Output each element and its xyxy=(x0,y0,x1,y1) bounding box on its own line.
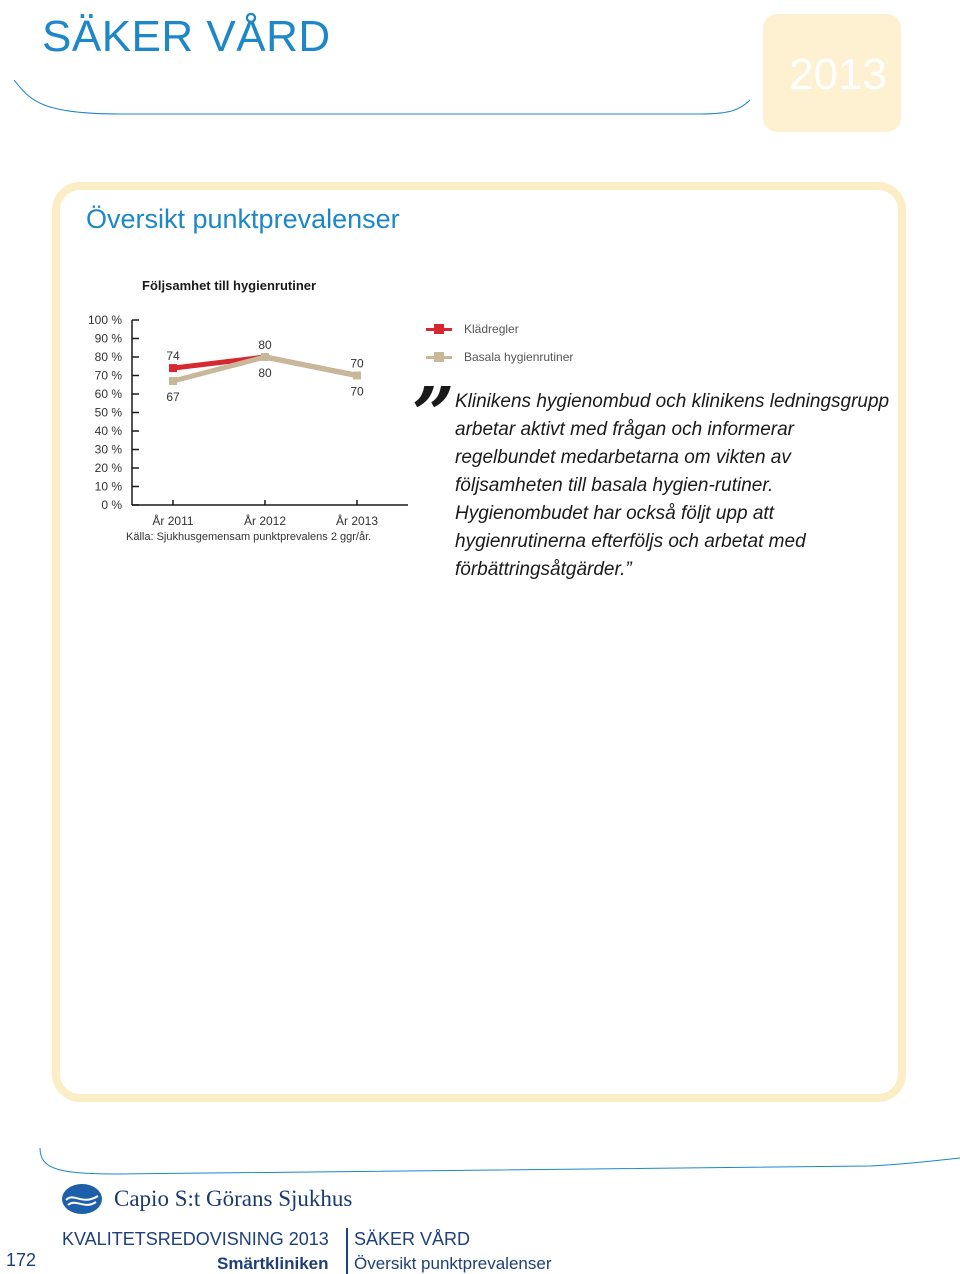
legend-label-kladregler: Klädregler xyxy=(464,322,519,336)
legend-item-kladregler xyxy=(426,322,519,336)
data-point xyxy=(169,377,177,385)
line-chart xyxy=(70,300,430,560)
y-tick-label: 30 % xyxy=(94,442,122,457)
page-number: 172 xyxy=(6,1250,37,1270)
data-label: 74 xyxy=(166,349,180,364)
x-tick-label: År 2013 xyxy=(335,514,379,528)
y-tick-label: 0 % xyxy=(101,498,122,512)
chart-source: Källa: Sjukhusgemensam punktprevalens 2 ggr/år. xyxy=(126,531,372,543)
decorative-curve-top xyxy=(0,60,960,140)
legend-swatch-basala xyxy=(426,351,452,363)
legend-label-basala: Basala hygienrutiner xyxy=(464,350,574,364)
section-title: Översikt punktprevalenser xyxy=(86,204,400,234)
footer-divider xyxy=(346,1228,348,1274)
y-tick-label: 50 % xyxy=(94,405,122,420)
quote-text: Klinikens hygienombud och klinikens ledningsgrupp arbetar aktivt med frågan och informerar regelbundet medarbetarna om vikten av följsamheten till basala hygien-rutiner. Hygienombudet har också följt upp att hygienrutinerna efterföljs och arbetat med förbättringsåtgärder.” xyxy=(455,391,890,580)
data-label: 70 xyxy=(350,384,364,399)
x-axis xyxy=(132,500,408,528)
x-tick-label: År 2012 xyxy=(243,514,287,528)
footer-section: SÄKER VÅRD xyxy=(354,1229,471,1249)
y-tick-label: 100 % xyxy=(87,313,122,327)
y-tick-label: 10 % xyxy=(94,479,122,494)
logo-text: Capio S:t Görans Sjukhus xyxy=(114,1186,353,1211)
year-label: 2013 xyxy=(789,50,887,99)
y-tick-label: 90 % xyxy=(94,331,122,346)
legend-swatch-kladregler xyxy=(426,323,452,335)
y-axis xyxy=(88,313,139,512)
footer-document-title: KVALITETSREDOVISNING 2013 xyxy=(62,1229,329,1249)
data-point xyxy=(169,364,177,372)
hands-globe-icon xyxy=(60,1182,104,1216)
legend-item-basala xyxy=(426,350,573,364)
y-tick-label: 20 % xyxy=(94,461,122,475)
quote-mark-icon: ” xyxy=(412,372,449,458)
y-tick-label: 80 % xyxy=(94,350,122,364)
footer-subsection: Översikt punktprevalenser xyxy=(354,1254,552,1273)
data-label: 67 xyxy=(166,390,180,405)
y-tick-label: 40 % xyxy=(94,424,122,438)
y-tick-label: 70 % xyxy=(94,368,122,383)
data-label: 80 xyxy=(258,338,272,352)
page-title: SÄKER VÅRD xyxy=(42,12,331,61)
y-tick-label: 60 % xyxy=(94,387,122,401)
data-label: 70 xyxy=(350,356,364,371)
data-point xyxy=(353,372,361,380)
x-tick-label: År 2011 xyxy=(152,514,194,528)
data-label: 80 xyxy=(258,366,272,380)
footer-clinic: Smärtkliniken xyxy=(217,1254,329,1273)
chart-title: Följsamhet till hygienrutiner xyxy=(142,278,317,293)
data-point xyxy=(261,353,269,361)
capio-logo xyxy=(60,1182,352,1216)
